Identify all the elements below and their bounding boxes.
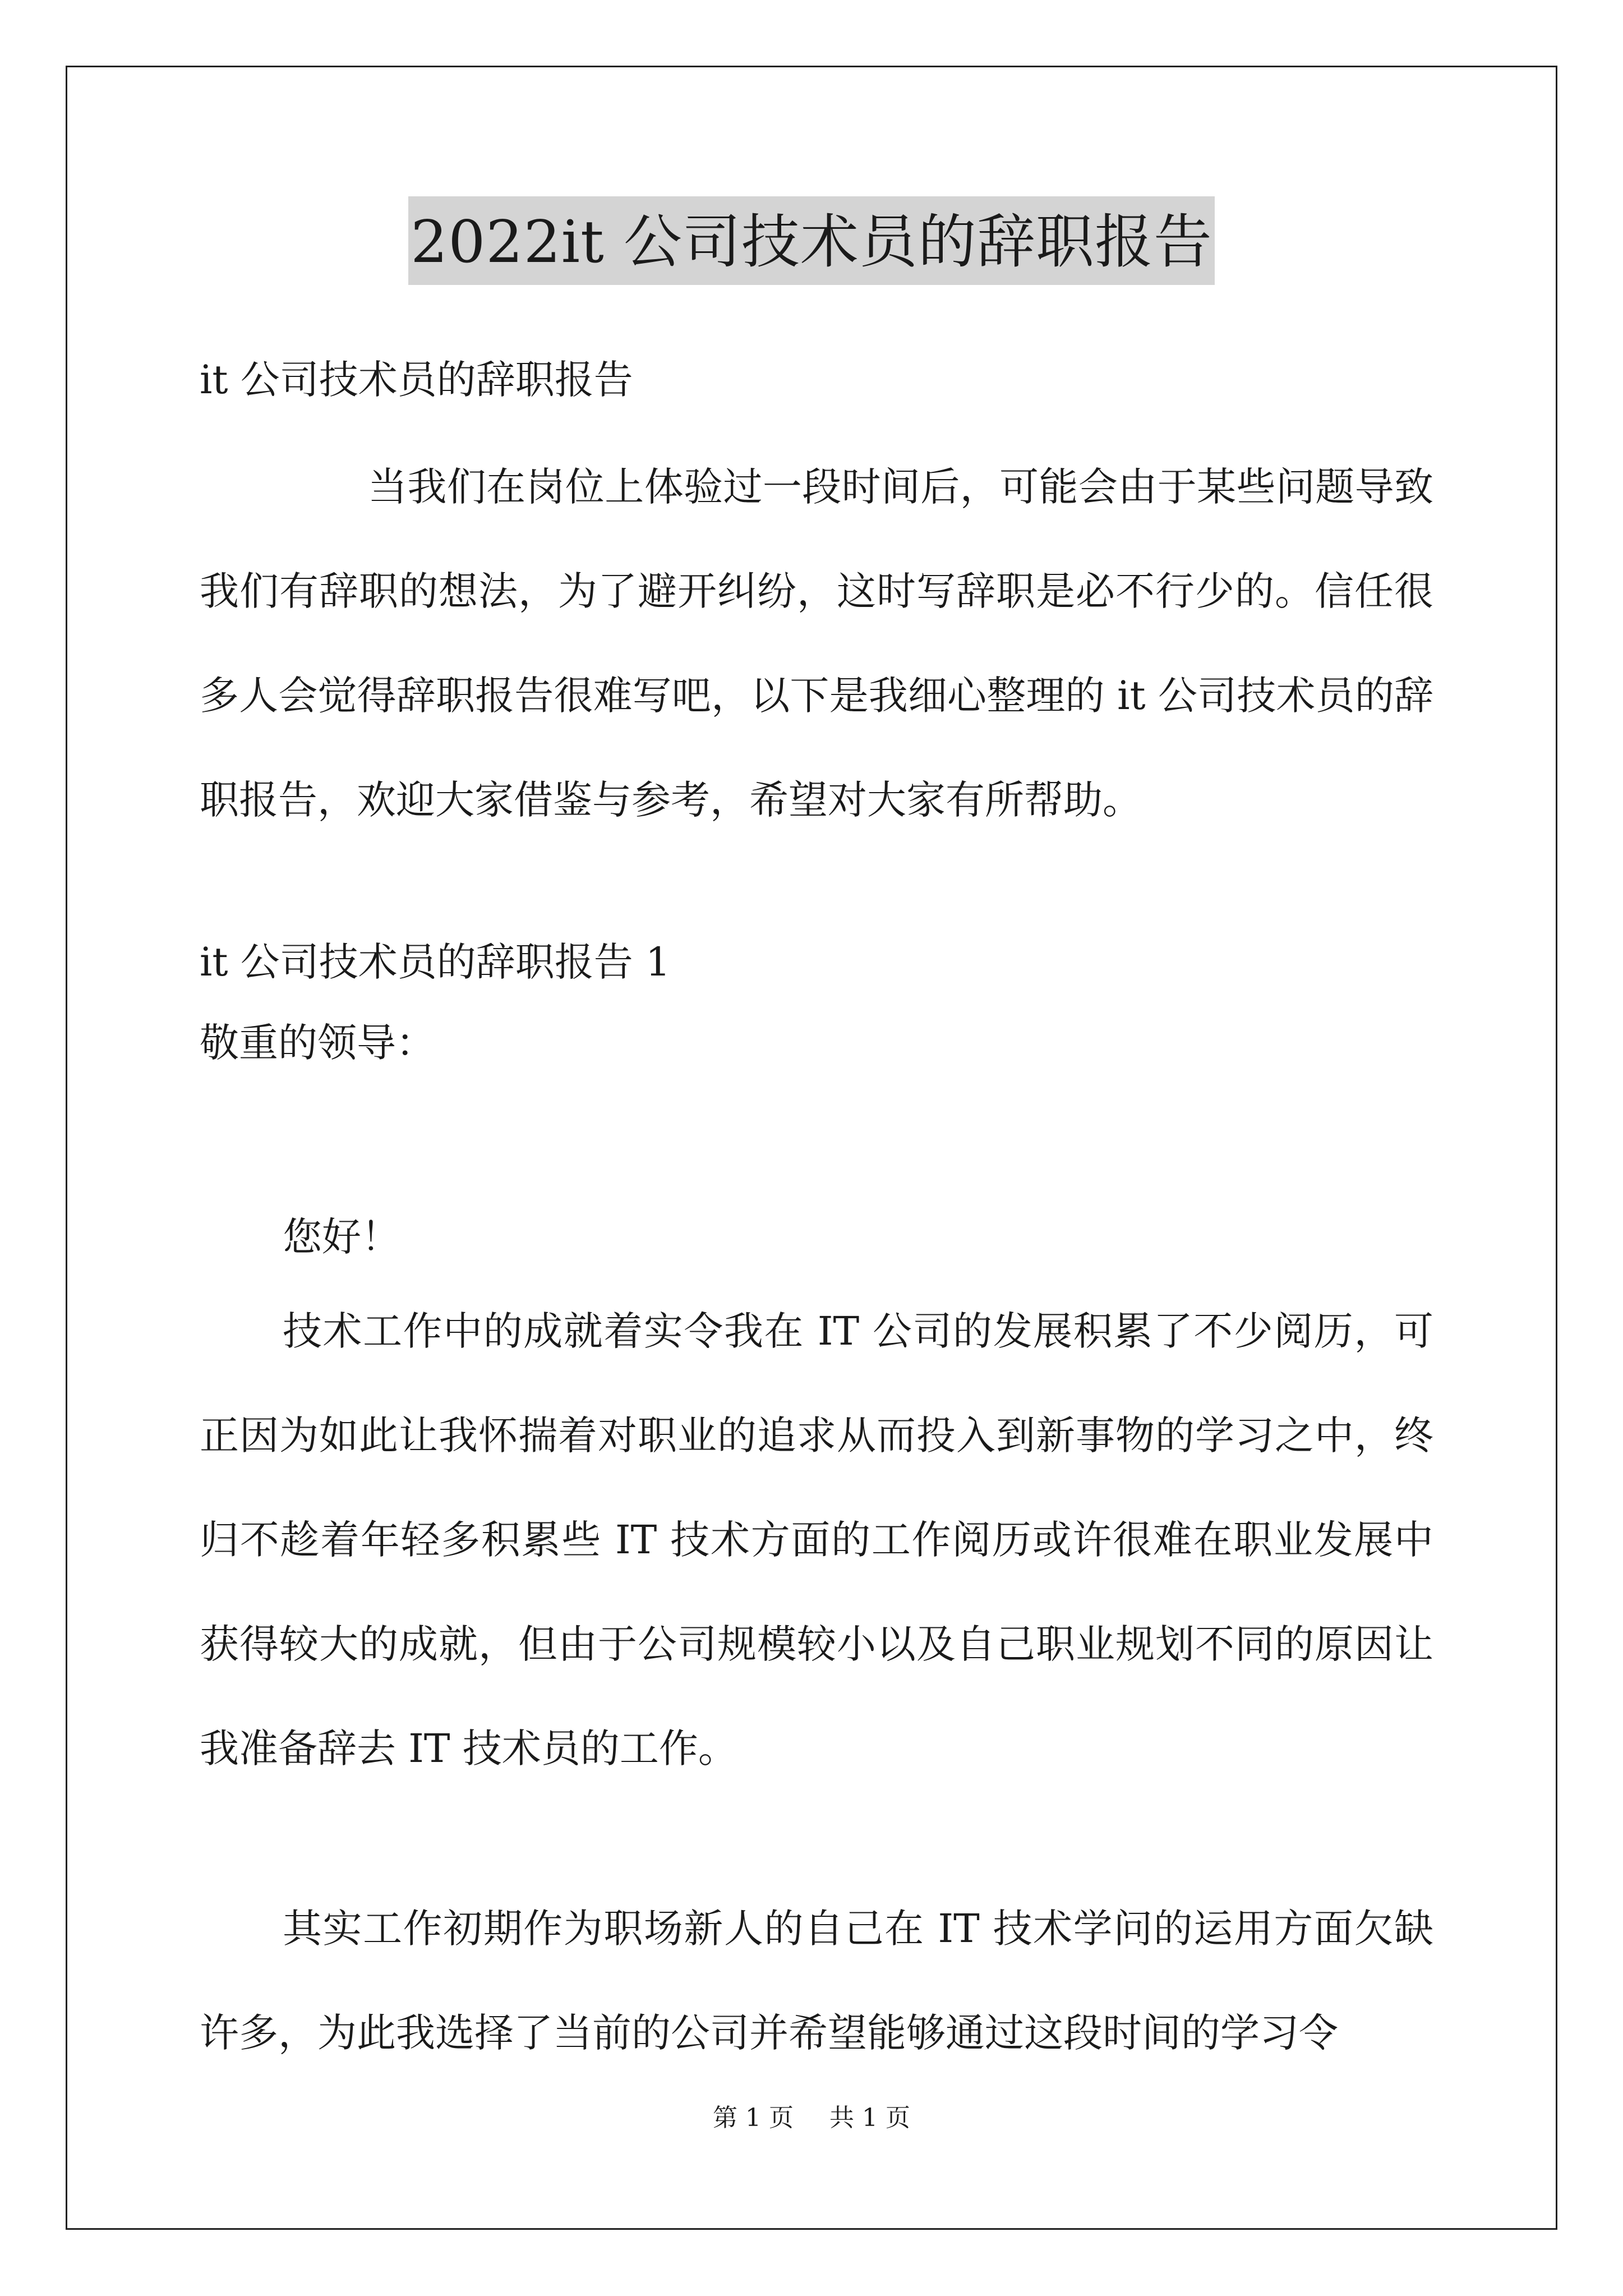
page-number-current: 第 1 页 [713,2104,794,2132]
intro-paragraph: 当我们在岗位上体验过一段时间后，可能会由于某些问题导致我们有辞职的想法，为了避开纠纷，这时写辞职是必不行少的。信任很多人会觉得辞职报告很难写吧，以下是我细心整理的 it 公司技术员的辞职报告，欢迎大家借鉴与参考，希望对大家有所帮助。 [200,464,1433,823]
greeting: 您好！ [283,1214,400,1260]
document-title: 2022it 公司技术员的辞职报告 [408,196,1215,285]
section-heading: it 公司技术员的辞职报告 1 [200,939,671,985]
document-subtitle: it 公司技术员的辞职报告 [200,357,633,403]
salutation: 敬重的领导： [200,1020,435,1066]
body-paragraph-1: 技术工作中的成就着实令我在 IT 公司的发展积累了不少阅历，可正因为如此让我怀揣着对职业的追求从而投入到新事物的学习之中，终归不趁着年轻多积累些 IT 技术方面的工作阅历或许很难在职业发展中获得较大的成就，但由于公司规模较小以及自己职业规划不同的原因让我准备辞去 IT 技术员的工作。 [200,1308,1433,1772]
body-paragraph-2: 其实工作初期作为职场新人的自己在 IT 技术学问的运用方面欠缺许多，为此我选择了当前的公司并希望能够通过这段时间的学习令 [200,1906,1433,2056]
page-footer [0,2101,1623,2135]
page-number-total: 共 1 页 [829,2104,910,2132]
document-title-wrapper [0,196,1623,285]
